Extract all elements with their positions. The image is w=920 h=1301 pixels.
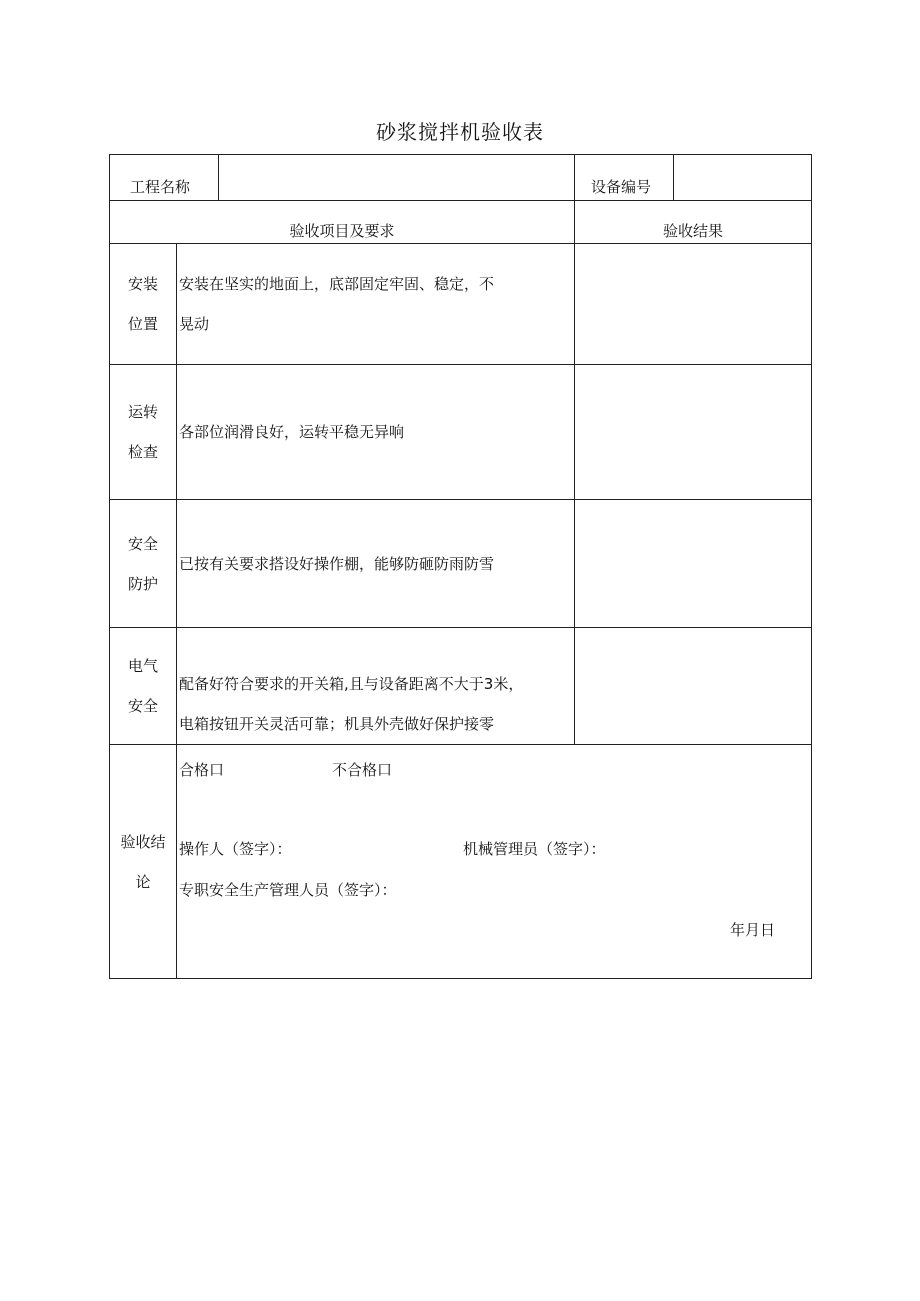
pass-checkbox[interactable]: 合格口 (179, 761, 225, 779)
row-requirement: 已按有关要求搭设好操作棚，能够防砸防雨防雪 (177, 500, 575, 628)
header-row (110, 155, 812, 201)
table-row (110, 628, 812, 745)
project-name-label: 工程名称 (110, 155, 219, 201)
result-column-header: 验收结果 (575, 201, 812, 244)
column-header-row (110, 201, 812, 244)
fail-checkbox[interactable]: 不合格口 (332, 761, 393, 779)
row-result-cell[interactable] (575, 628, 812, 745)
row-result-cell[interactable] (575, 365, 812, 500)
row-category: 运转 检查 (110, 365, 177, 500)
row-result-cell[interactable] (575, 244, 812, 365)
table-row (110, 500, 812, 628)
row-requirement: 配备好符合要求的开关箱,且与设备距离不大于3米， 电箱按钮开关灵活可靠；机具外壳做好保护接零 (177, 628, 575, 745)
acceptance-form (109, 154, 812, 979)
row-category: 安全 防护 (110, 500, 177, 628)
equipment-no-field[interactable] (674, 155, 812, 201)
date-field[interactable]: 年月日 (730, 921, 776, 939)
table-row (110, 244, 812, 365)
row-requirement: 各部位润滑良好，运转平稳无异响 (177, 365, 575, 500)
conclusion-row (110, 745, 812, 979)
project-name-field[interactable] (219, 155, 575, 201)
row-result-cell[interactable] (575, 500, 812, 628)
page-title: 砂浆搅拌机验收表 (376, 120, 544, 144)
row-category: 安装 位置 (110, 244, 177, 365)
safety-manager-signature[interactable]: 专职安全生产管理人员（签字）： (179, 881, 397, 899)
operator-signature[interactable]: 操作人（签字）： (179, 840, 292, 858)
conclusion-body (177, 745, 812, 979)
items-column-header: 验收项目及要求 (110, 201, 575, 244)
table-row (110, 365, 812, 500)
machine-manager-signature[interactable]: 机械管理员（签字）： (463, 840, 606, 858)
row-category: 电气 安全 (110, 628, 177, 745)
equipment-no-label: 设备编号 (575, 155, 674, 201)
conclusion-label: 验收结 论 (110, 745, 177, 979)
row-requirement: 安装在坚实的地面上，底部固定牢固、稳定，不 晃动 (177, 244, 575, 365)
